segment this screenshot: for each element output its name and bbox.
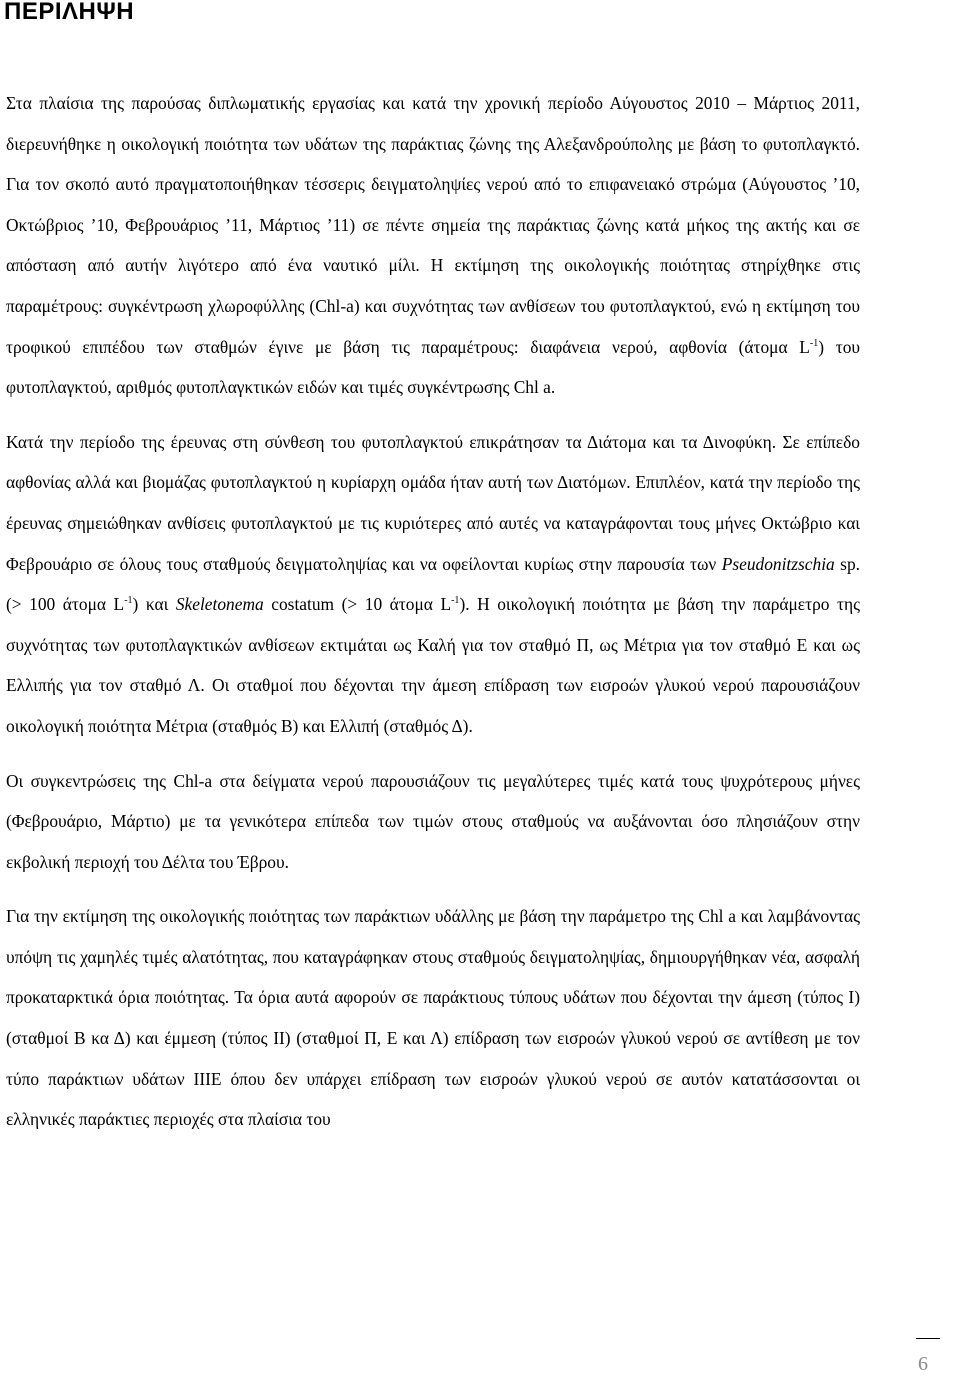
- paragraph-text: Οι συγκεντρώσεις της Chl-a στα δείγματα νερού παρουσιάζουν τις μεγαλύτερες τιμές κατά τους ψυχρότερους μήνες (Φεβρουάριο, Μάρτιο) με τα γενικότερα επίπεδα των τιμών στους σταθμούς να αυξάνονται όσο πλησιάζουν στην εκβολική περιοχή του Δέλτα του Έβρου.: [6, 770, 860, 872]
- page-title: ΠΕΡΙΛΗΨΗ: [4, 0, 135, 25]
- abstract-paragraph: [6, 896, 860, 1140]
- superscript-exponent: -1: [124, 595, 133, 607]
- abstract-paragraph: [6, 761, 860, 883]
- superscript-exponent: -1: [809, 337, 819, 349]
- abstract-paragraph: [6, 83, 860, 408]
- paragraph-text: Για την εκτίμηση της οικολογικής ποιότητας των παράκτιων υδάλλης με βάση την παράμετρο της Chl a και λαμβάνοντας υπόψη τις χαμηλές τιμές αλατότητας, που καταγράφηκαν στους σταθμούς δειγματοληψίας, δημιουργήθηκαν νέα, ασφαλή προκαταρκτικά όρια ποιότητας. Τα όρια αυτά αφορούν σε παράκτιους τύπους υδάτων που δέχονται την άμεση (τύπος Ι) (σταθμοί Β κα Δ) και έμμεση (τύπος ΙΙ) (σταθμοί Π, Ε και Λ) επίδραση των εισροών γλυκού νερού σε αντίθεση με τον τύπο παράκτιων υδάτων ΙΙΙΕ όπου δεν υπάρχει επίδραση των εισροών γλυκού νερού σε αυτόν κατατάσσονται οι ελληνικές παράκτιες περιοχές στα πλαίσια του: [6, 906, 860, 1130]
- paragraph-text: sp. (> 100 άτομα L: [6, 553, 860, 615]
- paragraph-text: ) και: [132, 594, 176, 615]
- paragraph-text: ) του φυτοπλαγκτού, αριθμός φυτοπλαγκτικών ειδών και τιμές συγκέντρωσης Chl a.: [6, 336, 860, 398]
- abstract-body: [6, 83, 860, 1140]
- page-number: 6: [918, 1353, 928, 1375]
- species-name: Pseudonitzschia: [721, 553, 835, 574]
- abstract-paragraph: [6, 422, 860, 747]
- paragraph-text: Κατά την περίοδο της έρευνας στη σύνθεση του φυτοπλαγκτού επικράτησαν τα Διάτομα και τα Δινοφύκη. Σε επίπεδο αφθονίας αλλά και βιομάζας φυτοπλαγκτού η κυρίαρχη ομάδα ήταν αυτή των Διατόμων. Επιπλέον, κατά την περίοδο της έρευνας σημειώθηκαν ανθίσεις φυτοπλαγκτού με τις κυριότερες από αυτές να καταγράφονται τους μήνες Οκτώβριο και Φεβρουάριο σε όλους τους σταθμούς δειγματοληψίας και να οφείλονται κυρίως στην παρουσία των: [6, 431, 860, 574]
- footer-rule: [916, 1338, 940, 1339]
- species-name: Skeletonema: [175, 594, 264, 615]
- paragraph-text: costatum (> 10 άτομα L: [263, 594, 452, 615]
- paragraph-text: ). Η οικολογική ποιότητα με βάση την παράμετρο της συχνότητας των φυτοπλαγκτικών ανθίσεων εκτιμάται ως Καλή για τον σταθμό Π, ως Μέτρια για τον σταθμό Ε και ως Ελλιπής για τον σταθμό Λ. Οι σταθμοί που δέχονται την άμεση επίδραση των εισροών γλυκού νερού παρουσιάζουν οικολογική ποιότητα Μέτρια (σταθμός Β) και Ελλιπή (σταθμός Δ).: [6, 594, 860, 736]
- paragraph-text: Στα πλαίσια της παρούσας διπλωματικής εργασίας και κατά την χρονική περίοδο Αύγουστος 2010 – Μάρτιος 2011, διερευνήθηκε η οικολογική ποιότητα των υδάτων της παράκτιας ζώνης της Αλεξανδρούπολης με βάση το φυτοπλαγκτό. Για τον σκοπό αυτό πραγματοποιήθηκαν τέσσερις δειγματοληψίες νερού από το επιφανειακό στρώμα (Αύγουστος ’10, Οκτώβριος ’10, Φεβρουάριος ’11, Μάρτιος ’11) σε πέντε σημεία της παράκτιας ζώνης κατά μήκος της ακτής και σε απόσταση από αυτήν λιγότερο από ένα ναυτικό μίλι. Η εκτίμηση της οικολογικής ποιότητας στηρίχθηκε στις παραμέτρους: συγκέντρωση χλωροφύλλης (Chl-a) και συχνότητας των ανθίσεων του φυτοπλαγκτού, ενώ η εκτίμηση του τροφικού επιπέδου των σταθμών έγινε με βάση τις παραμέτρους: διαφάνεια νερού, αφθονία (άτομα L: [6, 93, 860, 357]
- superscript-exponent: -1: [451, 595, 460, 607]
